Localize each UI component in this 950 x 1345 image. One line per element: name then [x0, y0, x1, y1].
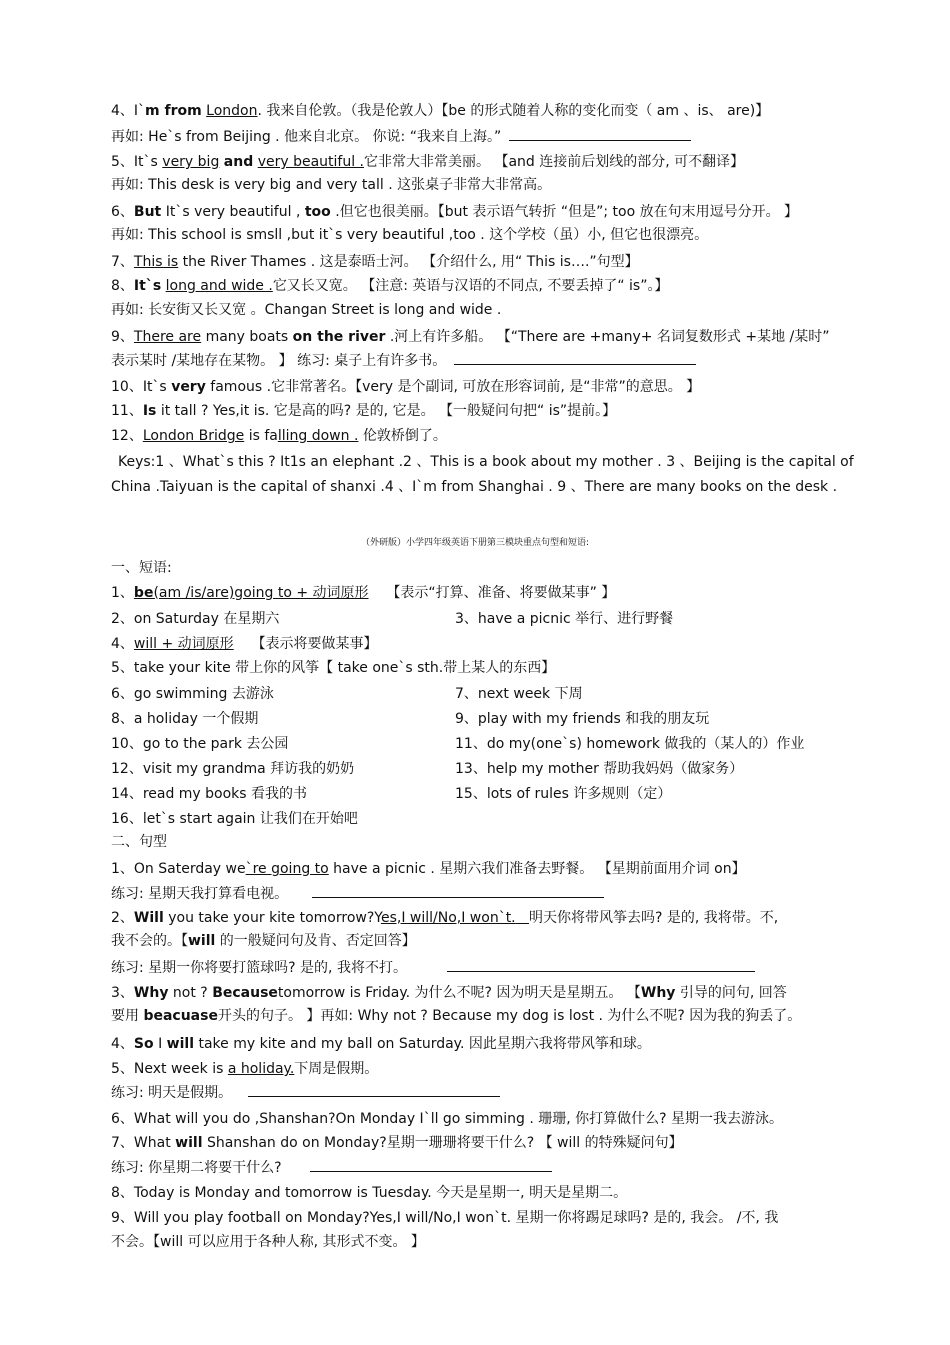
phrase-4: 4、will + 动词原形 【表示将要做某事】 — [111, 636, 378, 652]
sentence-9-cont: 不会。【will 可以应用于各种人称, 其形式不变。 】 — [111, 1234, 425, 1250]
phrase-5: 5、take your kite 带上你的风筝【 take one`s sth.带上某人的东西】 — [111, 660, 556, 676]
line-7: 7、This is the River Thames . 这是泰晤士河。 【介绍什么, 用“ This is….”句型】 — [111, 254, 639, 270]
line-12: 12、London Bridge is falling down . 伦敦桥倒了。 — [111, 428, 447, 444]
sentence-6: 6、What will you do ,Shanshan?On Monday I`ll go simming . 珊珊, 你打算做什么? 星期一我去游泳。 — [111, 1111, 784, 1127]
phrase-row-8: 8、a holiday 一个假期 9、play with my friends 和我的朋友玩 — [111, 711, 710, 727]
sentence-1-practice: 练习: 星期天我打算看电视。 — [111, 883, 841, 903]
answer-blank[interactable] — [509, 126, 691, 141]
phrase-row-14: 14、read my books 看我的书 15、lots of rules 许多规则（定） — [111, 786, 672, 802]
line-10: 10、It`s very famous .它非常著名。【very 是个副词, 可放在形容词前, 是“非常”的意思。 】 — [111, 379, 701, 395]
phrase-16: 16、let`s start again 让我们在开始吧 — [111, 811, 358, 827]
phrase-row-12: 12、visit my grandma 拜访我的奶奶 13、help my mother 帮助我妈妈（做家务） — [111, 761, 744, 777]
line-4-example: 再如: He`s from Beijing . 他来自北京。 你说: “我来自上海。” — [111, 126, 841, 146]
sentence-3-cont: 要用 beacuase开头的句子。 】再如: Why not ? Because my dog is lost . 为什么不呢? 因为我的狗丢了。 — [111, 1008, 802, 1024]
sentence-5-practice: 练习: 明天是假期。 — [111, 1082, 841, 1102]
line-6: 6、But It`s very beautiful , too .但它也很美丽。【but 表示语气转折 “但是”; too 放在句末用逗号分开。 】 — [111, 204, 799, 220]
phrase-row-6: 6、go swimming 去游泳 7、next week 下周 — [111, 686, 583, 702]
line-9: 9、There are many boats on the river .河上有许多船。 【“There are +many+ 名词复数形式 +某地 /某时” — [111, 329, 830, 345]
line-8: 8、It`s long and wide .它又长又宽。 【注意: 英语与汉语的不同点, 不要丢掉了“ is”。】 — [111, 278, 669, 294]
answer-blank[interactable] — [312, 883, 604, 898]
phrase-row-10: 10、go to the park 去公园 11、do my(one`s) homework 做我的（某人的）作业 — [111, 736, 805, 752]
line-9-cont: 表示某时 /某地存在某物。 】 练习: 桌子上有许多书。 — [111, 350, 841, 370]
line-4: 4、I`m from London. 我来自伦敦。（我是伦敦人）【be 的形式随着人称的变化而变（ am 、is、 are)】 — [111, 103, 770, 119]
section-title: （外研版）小学四年级英语下册第三模块重点句型和短语: — [360, 538, 590, 548]
sentence-9: 9、Will you play football on Monday?Yes,I will/No,I won`t. 星期一你将踢足球吗? 是的, 我会。 /不, 我 — [111, 1210, 779, 1226]
answer-blank[interactable] — [447, 957, 755, 972]
line-11: 11、Is it tall ? Yes,it is. 它是高的吗? 是的, 它是。 【一般疑问句把“ is”提前。】 — [111, 403, 617, 419]
line-6-example: 再如: This school is smsll ,but it`s very beautiful ,too . 这个学校（虽）小, 但它也很漂亮。 — [111, 227, 709, 243]
sentence-8: 8、Today is Monday and tomorrow is Tuesday. 今天是星期一, 明天是星期二。 — [111, 1185, 628, 1201]
phrase-row-2: 2、on Saturday 在星期六 3、have a picnic 举行、进行野餐 — [111, 611, 674, 627]
sentence-7-practice: 练习: 你星期二将要干什么? — [111, 1157, 841, 1177]
answer-blank[interactable] — [310, 1157, 552, 1172]
sentence-3: 3、Why not ? Becausetomorrow is Friday. 为什么不呢? 因为明天是星期五。 【Why 引导的问句, 回答 — [111, 985, 787, 1001]
answer-blank[interactable] — [454, 350, 696, 365]
sentence-7: 7、What will Shanshan do on Monday?星期一珊珊将要干什么? 【 will 的特殊疑问句】 — [111, 1135, 683, 1151]
sentence-1: 1、On Saterday we`re going to have a picnic . 星期六我们准备去野餐。 【星期前面用介词 on】 — [111, 861, 746, 877]
phrase-1: 1、be(am /is/are)going to + 动词原形 【表示“打算、准备、将要做某事” 】 — [111, 585, 616, 601]
sentence-2: 2、Will you take your kite tomorrow?Yes,I will/No,I won`t. 明天你将带风筝去吗? 是的, 我将带。不, — [111, 910, 779, 926]
sentence-2-cont: 我不会的。【will 的一般疑问句及肯、否定回答】 — [111, 933, 416, 949]
sentence-2-practice: 练习: 星期一你将要打篮球吗? 是的, 我将不打。 — [111, 957, 841, 977]
answer-keys: Keys:1 、What`s this ? It1s an elephant .2 、This is a book about my mother . 3 、Beijing is the capital of — [118, 454, 854, 470]
line-5: 5、It`s very big and very beautiful .它非常大非常美丽。 【and 连接前后划线的部分, 可不翻译】 — [111, 154, 745, 170]
sentence-4: 4、So I will take my kite and my ball on Saturday. 因此星期六我将带风筝和球。 — [111, 1036, 651, 1052]
phrases-heading: 一、短语: — [111, 560, 172, 576]
sentences-heading: 二、句型 — [111, 834, 167, 850]
answer-blank[interactable] — [248, 1082, 500, 1097]
line-5-example: 再如: This desk is very big and very tall . 这张桌子非常大非常高。 — [111, 177, 552, 193]
sentence-5: 5、Next week is a holiday.下周是假期。 — [111, 1061, 379, 1077]
answer-keys-cont: China .Taiyuan is the capital of shanxi .4 、I`m from Shanghai . 9 、There are many books on the desk . — [111, 479, 838, 495]
line-8-example: 再如: 长安街又长又宽 。Changan Street is long and wide . — [111, 302, 502, 318]
